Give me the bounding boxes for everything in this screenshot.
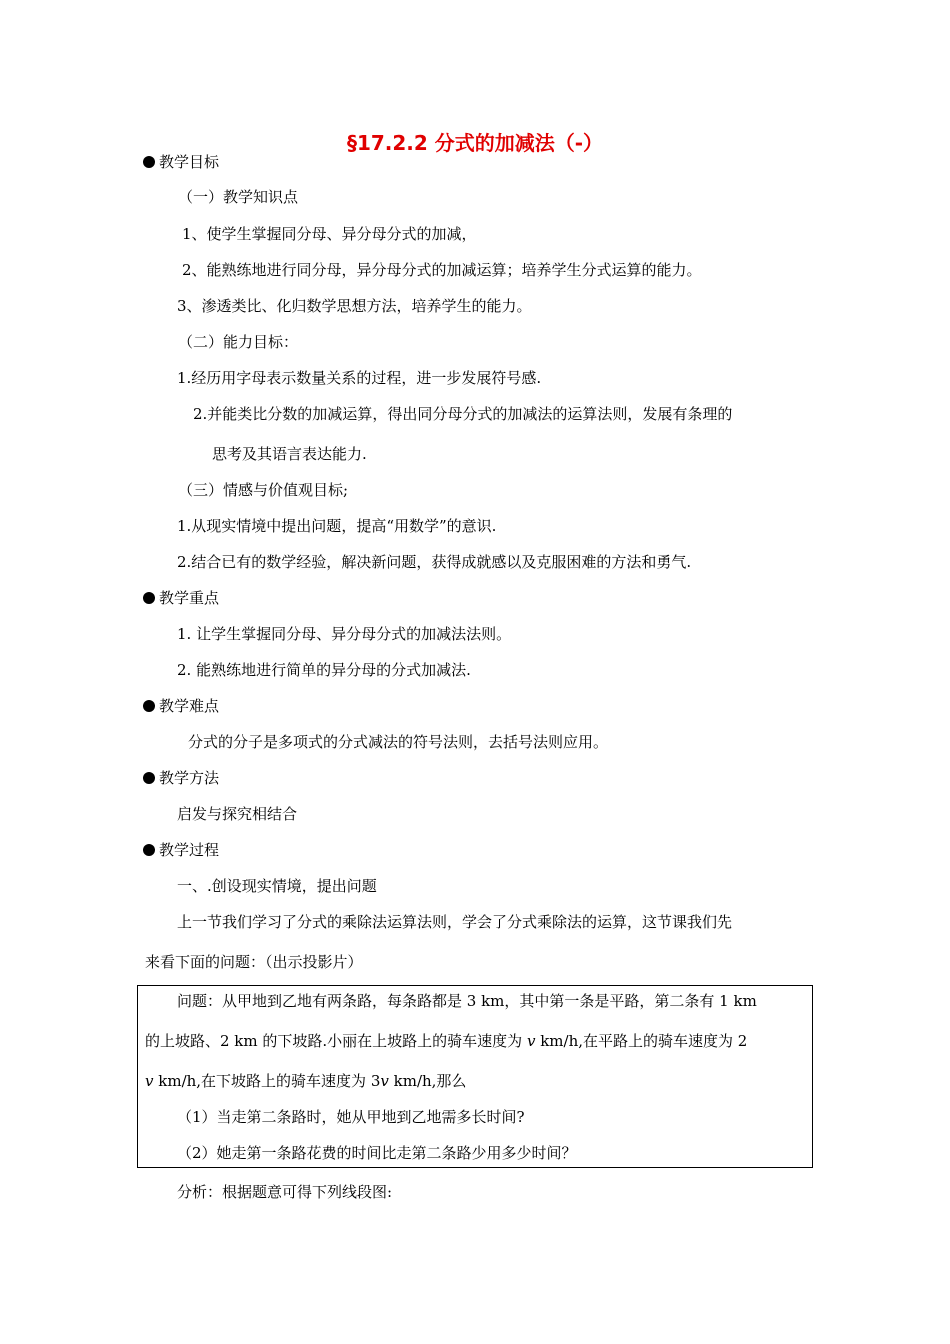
ability-item: 2.并能类比分数的加减运算，得出同分母分式的加减法的运算法则，发展有条理的 bbox=[193, 405, 733, 423]
section-difficulty-heading bbox=[143, 696, 219, 716]
section-process-heading bbox=[143, 840, 219, 860]
section-heading-text: 教学难点 bbox=[159, 697, 220, 715]
bullet-icon bbox=[143, 700, 155, 712]
knowledge-item: 1、使学生掌握同分母、异分母分式的加减， bbox=[182, 225, 477, 243]
process-step: 一、.创设现实情境，提出问题 bbox=[177, 877, 377, 895]
problem-line bbox=[145, 1031, 747, 1051]
section-key-heading bbox=[143, 588, 219, 608]
process-intro: 上一节我们学习了分式的乘除法运算法则，学会了分式乘除法的运算，这节课我们先 bbox=[177, 913, 733, 931]
ability-item: 1.经历用字母表示数量关系的过程，进一步发展符号感. bbox=[177, 369, 542, 387]
ability-heading: （二）能力目标： bbox=[178, 333, 299, 351]
emotion-item: 1.从现实情境中提出问题，提高“用数学”的意识. bbox=[177, 517, 497, 535]
section-heading-text: 教学过程 bbox=[159, 841, 220, 859]
bullet-icon bbox=[143, 772, 155, 784]
problem-question: （2）她走第一条路花费的时间比走第二条路少用多少时间？ bbox=[177, 1144, 577, 1162]
problem-text: 的上坡路、2 km 的下坡路.小丽在上坡路上的骑车速度为 bbox=[145, 1032, 523, 1050]
knowledge-item: 2、能熟练地进行同分母，异分母分式的加减运算；培养学生分式运算的能力。 bbox=[182, 261, 702, 279]
problem-text: km/h,在下坡路上的骑车速度为 3 bbox=[158, 1072, 381, 1090]
emotion-heading: （三）情感与价值观目标; bbox=[178, 481, 349, 499]
problem-question: （1）当走第二条路时，她从甲地到乙地需多长时间? bbox=[177, 1108, 525, 1126]
key-item: 2. 能熟练地进行简单的异分母的分式加减法. bbox=[177, 661, 471, 679]
variable-v: v bbox=[380, 1072, 389, 1090]
bullet-icon bbox=[143, 156, 155, 168]
problem-line bbox=[145, 1071, 466, 1091]
analysis-text: 分析：根据题意可得下列线段图: bbox=[177, 1183, 393, 1201]
problem-line: 问题：从甲地到乙地有两条路，每条路都是 3 km，其中第一条是平路，第二条有 1 km bbox=[177, 992, 757, 1010]
page-title: §17.2.2 分式的加减法（-） bbox=[346, 131, 604, 155]
problem-text: km/h,那么 bbox=[393, 1072, 467, 1090]
key-item: 1. 让学生掌握同分母、异分母分式的加减法法则。 bbox=[177, 625, 512, 643]
section-heading-text: 教学目标 bbox=[159, 153, 220, 171]
process-intro: 来看下面的问题：（出示投影片） bbox=[145, 953, 363, 971]
section-goals-heading bbox=[143, 152, 219, 172]
section-method-heading bbox=[143, 768, 219, 788]
variable-v: v bbox=[145, 1072, 154, 1090]
section-heading-text: 教学方法 bbox=[159, 769, 220, 787]
emotion-item: 2.结合已有的数学经验，解决新问题，获得成就感以及克服困难的方法和勇气. bbox=[177, 553, 692, 571]
variable-v: v bbox=[526, 1032, 536, 1050]
knowledge-heading: （一）教学知识点 bbox=[178, 188, 299, 206]
section-heading-text: 教学重点 bbox=[159, 589, 220, 607]
method-text: 启发与探究相结合 bbox=[177, 805, 298, 823]
difficulty-text: 分式的分子是多项式的分式减法的符号法则，去括号法则应用。 bbox=[188, 733, 609, 751]
knowledge-item: 3、渗透类比、化归数学思想方法，培养学生的能力。 bbox=[177, 297, 532, 315]
ability-item: 思考及其语言表达能力. bbox=[212, 445, 367, 463]
problem-text: km/h,在平路上的骑车速度为 2 bbox=[540, 1032, 748, 1050]
bullet-icon bbox=[143, 592, 155, 604]
bullet-icon bbox=[143, 844, 155, 856]
